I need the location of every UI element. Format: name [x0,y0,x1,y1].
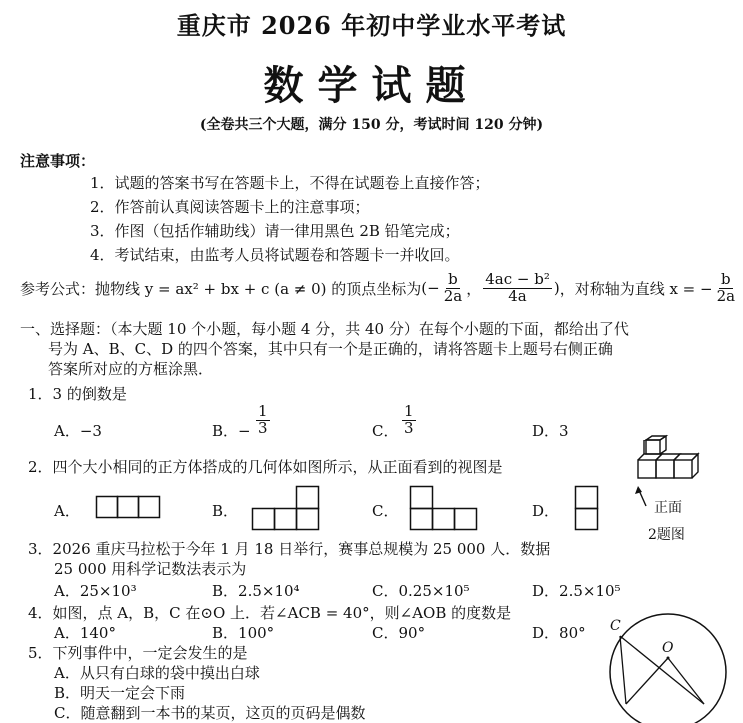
question-stem: 4．如图，点 A，B，C 在⊙O 上．若∠ACB = 40°，则∠AOB 的度数是 [28,604,512,622]
option-b-view [252,486,320,530]
note-item: 4．考试结束，由监考人员将试题卷和答题卡一并收回。 [90,246,460,264]
option-c: C．0.25×10⁵ [372,582,470,600]
option-a: A．−3 [54,422,102,440]
axis-fraction: $\frac{b}{2a}$ [716,270,736,305]
question-stem: 3．2026 重庆马拉松于今年 1 月 18 日举行，赛事总规模为 25 000 人．数据 [28,540,551,558]
question-stem: 2．四个大小相同的正方体搭成的几何体如图所示，从正面看到的视图是 [28,458,503,476]
option-b-fraction: $\frac{1}{3}$ [258,402,268,437]
option-c: C．90° [372,624,426,642]
note-item: 3．作图（包括作辅助线）请一律用黑色 2B 铅笔完成； [90,222,460,240]
circle-figure [604,608,734,706]
option-b: B．− [212,422,251,440]
option-a: A．140° [54,624,116,642]
point-label-c: C [610,618,621,634]
reference-formula: 参考公式： 抛物线 y = ax² + bx + c (a ≠ 0) 的顶点坐标为 (− $\frac{b}{2a}$ ， $\frac{\text{4ac − b²}}{4a}$ ) ，对称轴为直线 x = − $\frac{b}{2a}$ [20,270,736,305]
option-a: A． [54,502,80,520]
figure-caption: 2题图 [648,527,685,543]
exam-title: 重庆市 2026 年初中学业水平考试 [176,11,567,40]
section-line: 号为 A、B、C、D 的四个答案，其中只有一个是正确的，请将答题卡上题号右侧正确 [48,340,613,358]
option-c-view [410,486,478,530]
question-stem-line2: 25 000 用科学记数法表示为 [54,560,247,578]
option-c: C． [372,422,399,440]
option-d-view [575,486,599,530]
section-heading: 一、选择题：（本大题 10 个小题，每小题 4 分，共 40 分）在每个小题的下面，都给出了代 [20,320,629,338]
option-a-view [96,496,160,518]
formula-label: 参考公式： [20,279,96,298]
point-label-o: O [662,640,674,656]
exam-info: (全卷共三个大题，满分 150 分，考试时间 120 分钟) [199,117,544,133]
front-arrow [632,484,652,508]
option-c-fraction: $\frac{1}{3}$ [404,402,414,437]
option-d: D．80° [532,624,586,642]
subject-title: 数学试题 [263,62,480,109]
formula-text-b: ，对称轴为直线 x = − [559,279,713,298]
front-label: 正面 [654,500,682,516]
note-item: 1．试题的答案书写在答题卡上，不得在试题卷上直接作答； [90,174,490,192]
option-a: A．从只有白球的袋中摸出白球 [54,664,260,682]
vertex-x-fraction: $\frac{b}{2a}$ [443,270,463,305]
option-d: D．3 [532,422,569,440]
option-b: B．100° [212,624,275,642]
section-line: 答案所对应的方框涂黑． [48,360,214,378]
vertex-y-fraction: $\frac{\text{4ac − b²}}{4a}$ [485,270,550,305]
question-stem: 1．3 的倒数是 [28,385,127,403]
option-a: A．25×10³ [54,582,137,600]
notes-title: 注意事项： [20,152,96,170]
option-c: C． [372,502,399,520]
option-d: D．2.5×10⁵ [532,582,621,600]
question-stem: 5．下列事件中，一定会发生的是 [28,644,248,662]
formula-text-a: 抛物线 y = ax² + bx + c (a ≠ 0) 的顶点坐标为 [95,279,422,298]
option-d: D． [532,502,560,520]
note-item: 2．作答前认真阅读答题卡上的注意事项； [90,198,370,216]
option-c: C．随意翻到一本书的某页，这页的页码是偶数 [54,704,366,722]
option-b: B．2.5×10⁴ [212,582,300,600]
option-b: B．明天一定会下雨 [54,684,186,702]
option-b: B． [212,502,239,520]
